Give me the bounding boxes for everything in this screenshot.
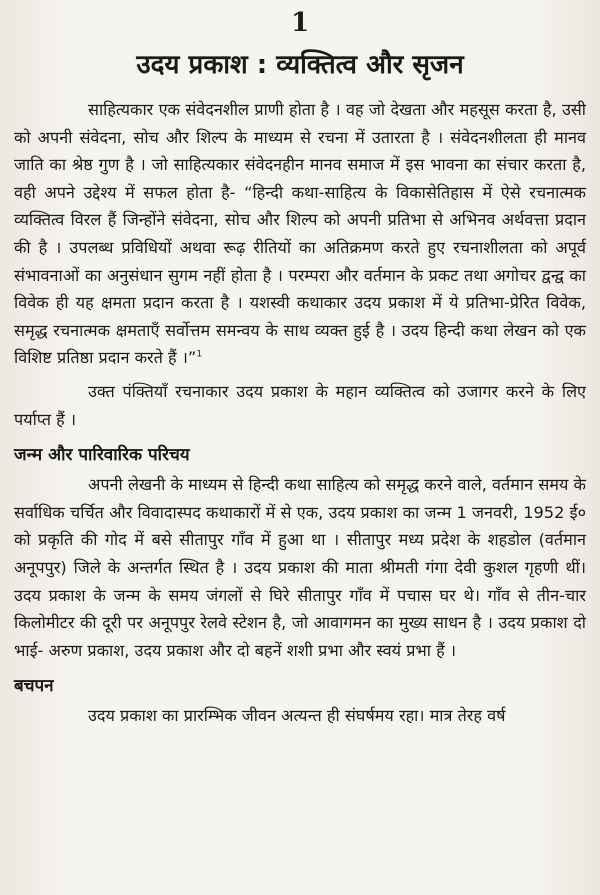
intro-conclusion-paragraph: उक्त पंक्तियाँ रचनाकार उदय प्रकाश के महान व्यक्तित्व को उजागर करने के लिए पर्याप्त हैं ।	[14, 381, 586, 429]
childhood-paragraph: उदय प्रकाश का प्रारम्भिक जीवन अत्यन्त ही संघर्षमय रहा। मात्र तेरह वर्ष	[88, 706, 506, 726]
chapter-title: उदय प्रकाश : व्यक्तित्व और सृजन	[136, 50, 464, 80]
section-heading-childhood: बचपन	[14, 676, 54, 697]
intro-paragraph	[14, 96, 586, 372]
intro-text: साहित्यकार एक संवेदनशील प्राणी होता है । वह जो देखता और महसूस करता है, उसी को अपनी संवेदना, सोच और शिल्प के माध्यम से रचना में उतारता है । संवेदनशीलता ही मानव जाति का श्रेष्ठ गुण है । जो साहित्यकार संवेदनहीन मानव समाज में इस भावना का संचार करता है, वही अपने उद्देश्य में सफल होता है- “हिन्दी कथा-साहित्य के विकासेतिहास में ऐसे रचनात्मक व्यक्तित्व विरल हैं जिन्होंने संवेदना, सोच और शिल्प को अपनी प्रतिभा से अभिनव अर्थवत्ता प्रदान की है । उपलब्ध प्रविधियों अथवा रूढ़ रीतियों का अतिक्रमण करते हुए रचनाशीलता को अपूर्व संभावनाओं का अनुसंधान सुगम नहीं होता है । परम्परा और वर्तमान के प्रकट तथा अगोचर द्वन्द्व का विवेक ही यह क्षमता प्रदान करता है । यशस्वी कथाकार उदय प्रकाश में ये प्रतिभा-प्रेरित विवेक, समृद्ध रचनात्मक क्षमताएँ सर्वोत्तम समन्वय के साथ व्यक्त हुई है । उदय हिन्दी कथा लेखन को एक विशिष्ट प्रतिष्ठा प्रदान करते हैं ।”	[14, 100, 586, 368]
chapter-number: 1	[290, 8, 310, 38]
footnote-marker: 1	[196, 349, 203, 360]
section-heading-family: जन्म और पारिवारिक परिचय	[14, 445, 190, 466]
birth-paragraph: अपनी लेखनी के माध्यम से हिन्दी कथा साहित्य को समृद्ध करने वाले, वर्तमान समय के सर्वाधिक चर्चित और विवादास्पद कथाकारों में से एक, उदय प्रकाश का जन्म 1 जनवरी, 1952 ई० को प्रकृति की गोद में बसे सीतापुर गाँव में हुआ था । सीतापुर मध्य प्रदेश के शहडोल (वर्तमान अनूपपुर) जिले के अन्तर्गत स्थित है । उदय प्रकाश की माता श्रीमती गंगा देवी कुशल गृहणी थीं। उदय प्रकाश के जन्म के समय जंगलों से घिरे सीतापुर गाँव में पचास घर थे। गाँव से तीन-चार किलोमीटर की दूरी पर अनूपपुर रेलवे स्टेशन है, जो आवागमन का मुख्य साधन है । उदय प्रकाश दो भाई- अरुण प्रकाश, उदय प्रकाश और दो बहनें शशी प्रभा और स्वयं प्रभा हैं ।	[14, 475, 586, 660]
